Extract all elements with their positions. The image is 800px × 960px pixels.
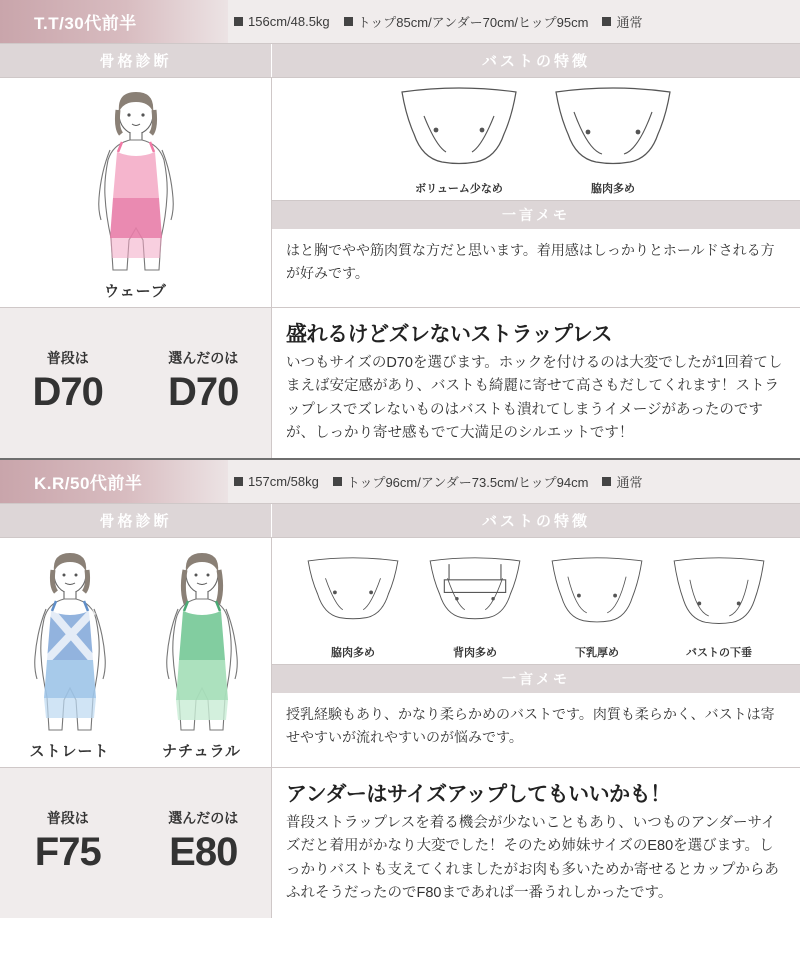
usual-size-value: F75 xyxy=(34,829,101,874)
stat-item xyxy=(602,12,642,31)
bullet-square-icon xyxy=(234,477,243,486)
person-header xyxy=(0,0,800,44)
person-name: K.R/50代前半 xyxy=(0,460,228,503)
memo-text: 授乳経験もあり、かなり柔らかめのバストです。肉質も柔らかく、バストは寄せやすいが流れやすいのが悩みです。 xyxy=(286,705,775,746)
comment-cell xyxy=(272,308,800,458)
bust-feature-item xyxy=(384,86,534,196)
chosen-size-value: E80 xyxy=(169,829,238,874)
bust-and-memo xyxy=(272,78,800,307)
bust-feature-item xyxy=(416,546,534,660)
bust-feature-item xyxy=(660,546,778,660)
columns-header xyxy=(0,504,800,538)
stat-item xyxy=(234,14,330,29)
chosen-size-box xyxy=(136,338,272,428)
comment-title: 盛れるけどズレないストラップレス xyxy=(286,323,613,346)
skeleton-type-label: ウェーブ xyxy=(104,283,167,300)
size-row xyxy=(0,768,800,918)
bullet-square-icon xyxy=(602,477,611,486)
body-row xyxy=(0,538,800,768)
bust-feature-item xyxy=(538,546,656,660)
bullet-square-icon xyxy=(333,477,342,486)
figure-list xyxy=(61,88,211,301)
stat-text: 通常 xyxy=(616,15,643,30)
bust-illustration-icon xyxy=(416,546,534,642)
bust-feature-label: 下乳厚め xyxy=(575,646,619,659)
comment-text: 普段ストラップレスを着る機会が少ないこともあり、いつものアンダーサイズだと着用がかなり大変でした！そのため姉妹サイズのE80を選びます。しっかりバストも支えてくれましたがお肉も多いためか寄せるとカップからあふれそうだったのでF80まであれば一番うれしかったです。 xyxy=(286,814,779,902)
person-header xyxy=(0,460,800,504)
chosen-size-box xyxy=(136,798,272,888)
stat-item xyxy=(333,472,589,491)
column-header-bust: バストの特徴 xyxy=(272,44,800,77)
bust-illustration-icon xyxy=(384,86,534,178)
stat-item xyxy=(602,472,642,491)
bullet-square-icon xyxy=(602,17,611,26)
body-figure-illustration xyxy=(7,548,133,738)
chosen-size-caption: 選んだのは xyxy=(168,809,239,826)
column-header-bust: バストの特徴 xyxy=(272,504,800,537)
person-stats xyxy=(228,460,800,503)
size-row xyxy=(0,308,800,458)
bust-illustration-icon xyxy=(294,546,412,642)
stat-text: 156cm/48.5kg xyxy=(248,14,330,29)
bust-feature-label: 背肉多め xyxy=(453,646,497,659)
comment-cell xyxy=(272,768,800,918)
memo-text: はと胸でやや筋肉質な方だと思います。着用感はしっかりとホールドされる方が好みです。 xyxy=(286,242,775,282)
person-block-1 xyxy=(0,0,800,460)
bullet-square-icon xyxy=(234,17,243,26)
bust-illustration-icon xyxy=(538,546,656,642)
person-stats xyxy=(228,0,800,43)
stat-text: トップ85cm/アンダー70cm/ヒップ95cm xyxy=(357,15,589,30)
bust-illustration-icon xyxy=(538,86,688,178)
bust-feature-list xyxy=(272,78,800,200)
figure-item xyxy=(7,548,133,761)
body-figure-illustration xyxy=(61,88,211,278)
bust-feature-item xyxy=(538,86,688,196)
bust-feature-label: 脇肉多め xyxy=(331,646,375,659)
bust-illustration-icon xyxy=(660,546,778,642)
body-row xyxy=(0,78,800,308)
bullet-square-icon xyxy=(344,17,353,26)
bust-feature-label: バストの下垂 xyxy=(686,646,752,659)
chosen-size-value: D70 xyxy=(168,369,239,414)
bust-feature-list xyxy=(272,538,800,664)
bust-feature-label: 脇肉多め xyxy=(591,183,635,195)
skeleton-figure-cell xyxy=(0,538,272,767)
stat-item xyxy=(344,12,589,31)
column-header-skeleton: 骨格診断 xyxy=(0,504,272,537)
body-figure-illustration xyxy=(139,548,265,738)
usual-size-caption: 普段は xyxy=(46,809,89,826)
figure-list xyxy=(7,548,265,761)
stat-item xyxy=(234,474,319,489)
figure-item xyxy=(139,548,265,761)
person-name: T.T/30代前半 xyxy=(0,0,228,43)
usual-size-caption: 普段は xyxy=(46,349,89,366)
usual-size-box xyxy=(0,798,136,888)
bust-and-memo xyxy=(272,538,800,767)
stat-text: 157cm/58kg xyxy=(248,473,319,489)
comment-text: いつもサイズのD70を選びます。ホックを付けるのは大変でしたが1回着てしまえば安定感があり、バストも綺麗に寄せて高さもだしてくれます！ストラップレスでズレないものはバストも潰れてしまうイメージがあったのですが、しっかり寄せ感もでて大満足のシルエットです！ xyxy=(286,355,783,442)
size-cell xyxy=(0,768,272,918)
columns-header xyxy=(0,44,800,78)
skeleton-type-label: ナチュラル xyxy=(161,742,242,760)
bust-feature-label: ボリューム少なめ xyxy=(415,183,503,195)
column-header-skeleton: 骨格診断 xyxy=(0,44,272,77)
stat-text: 通常 xyxy=(616,474,643,490)
memo-header: 一言メモ xyxy=(272,200,800,229)
stat-text: トップ96cm/アンダー73.5cm/ヒップ94cm xyxy=(346,474,589,490)
skeleton-figure-cell xyxy=(0,78,272,307)
size-cell xyxy=(0,308,272,458)
usual-size-box xyxy=(0,338,136,428)
memo-header: 一言メモ xyxy=(272,664,800,693)
bust-feature-item xyxy=(294,546,412,660)
chosen-size-caption: 選んだのは xyxy=(168,349,239,366)
skeleton-type-label: ストレート xyxy=(29,742,110,760)
person-block-2 xyxy=(0,460,800,918)
comment-title: アンダーはサイズアップしてもいいかも！ xyxy=(286,782,671,806)
usual-size-value: D70 xyxy=(32,369,103,414)
figure-item xyxy=(61,88,211,301)
